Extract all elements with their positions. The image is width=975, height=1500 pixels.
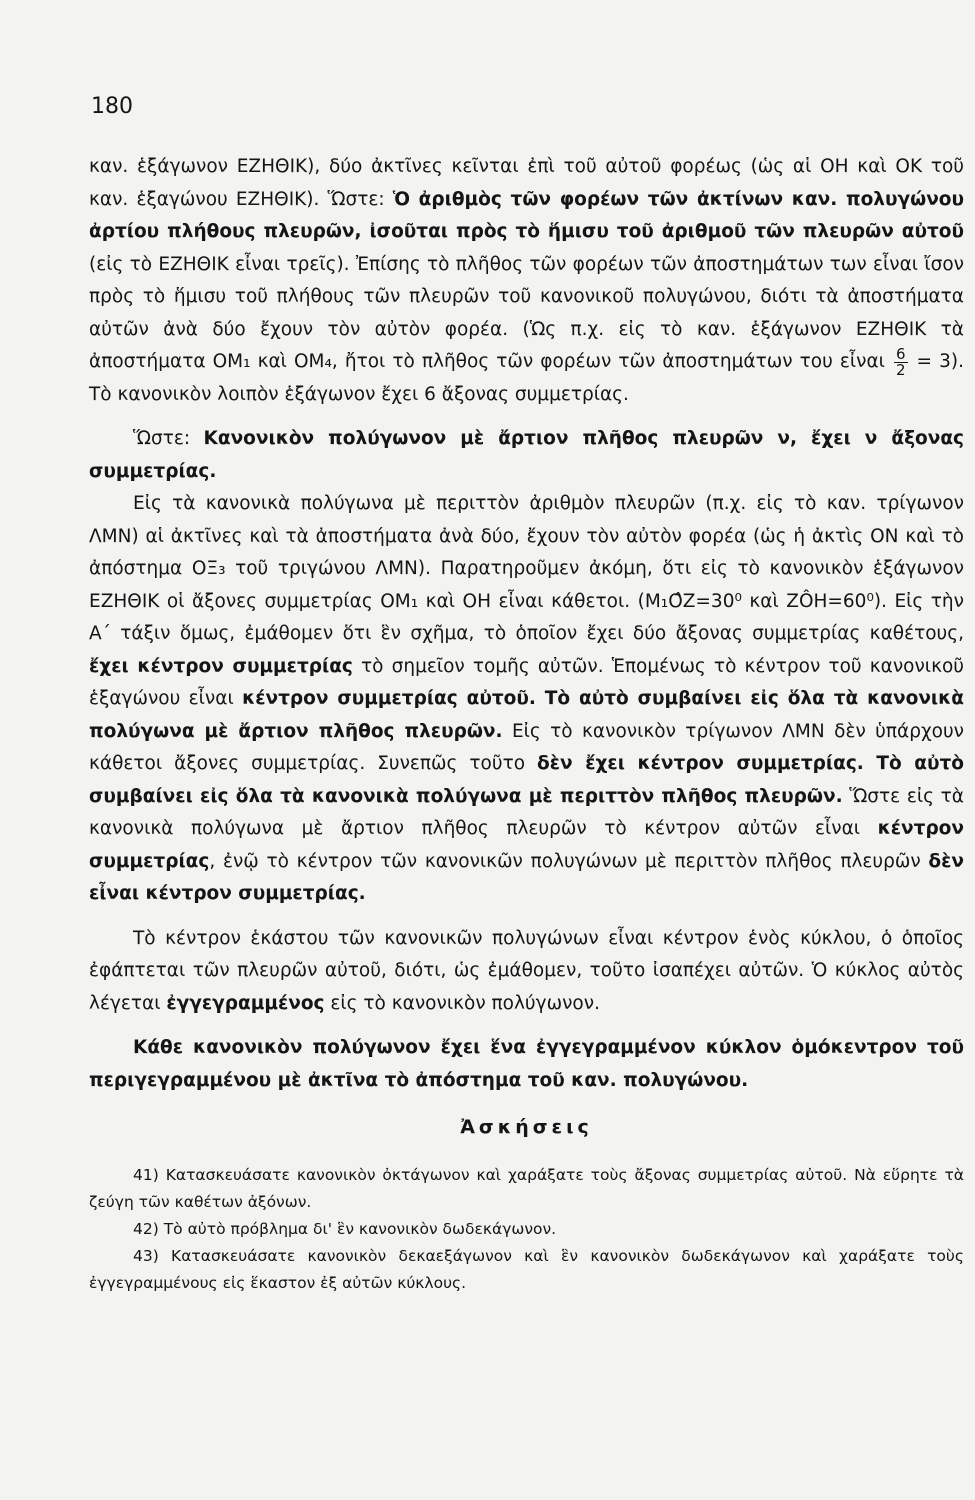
text-run: (εἰς τὸ ΕΖΗΘΙΚ εἶναι τρεῖς). Ἐπίσης τὸ πλῆθος τῶν φορέων τῶν ἀποστημάτων των εἶναι ἴσον πρὸς τὸ ἥμισυ τοῦ πλήθους τῶν πλευρῶν τοῦ κανονικοῦ πολυγώνου, διότι τὰ ἀποστήματα αὐτῶν ἀνὰ δύο ἔχουν τὸν αὐτὸν φορέα. (Ὡς π.χ. εἰς τὸ καν. ἑξάγωνον ΕΖΗΘΙΚ τὰ ἀποστήματα ΟΜ₁ καὶ ΟΜ₄, ἤτοι τὸ πλῆθος τῶν φορέων τῶν ἀποστημάτων του εἶναι [89,253,964,372]
exercise-item: 42) Τὸ αὐτὸ πρόβλημα δι' ἓν κανονικὸν δωδεκάγωνον. [133,1219,557,1238]
text-run: Εἰς τὰ κανονικὰ πολύγωνα μὲ περιττὸν ἀριθμὸν πλευρῶν (π.χ. εἰς τὸ καν. τρίγωνον ΛΜΝ) αἱ ἀκτῖνες καὶ τὰ ἀποστήματα ἀνὰ δύο, ἔχουν τὸν αὐτὸν φορέα (ὡς ἡ ἀκτὶς ΟΝ καὶ τὸ ἀπόστημα ΟΞ₃ τοῦ τριγώνου ΛΜΝ). Παρατηροῦμεν ἀκόμη, ὅτι εἰς τὸ κανονικὸν ἑξάγωνον ΕΖΗΘΙΚ οἱ ἄξονες συμμετρίας ΟΜ₁ καὶ ΟΗ εἶναι κάθετοι. (Μ₁Ο̂Ζ=30⁰ καὶ ΖÔΗ=60⁰). Εἰς τὴν Α΄ τάξιν ὅμως, ἐμάθομεν ὅτι ἓν σχῆμα, τὸ ὁποῖον ἔχει δύο ἄξονας συμμετρίας καθέτους, [89,493,964,644]
bold-statement: κέντρον συμμετρίας αὐτοῦ. Τὸ αὐτὸ συμβαίνει εἰς ὅλα τὰ κανονικὰ πολύγωνα μὲ ἄρτιον πλῆθος πλευρῶν. [89,688,964,742]
text-run: = 3). Τὸ κανονικὸν λοιπὸν ἑξάγωνον ἔχει 6 ἄξονας συμμετρίας. [89,351,964,405]
bold-statement: Ὁ ἀριθμὸς τῶν φορέων τῶν ἀκτίνων καν. πολυγώνου ἀρτίου πλήθους πλευρῶν, ἰσοῦται πρὸς τὸ ἥμισυ τοῦ ἀριθμοῦ τῶν πλευρῶν αὐτοῦ [89,188,964,242]
fraction-numerator: 6 [895,344,906,363]
text-run: Ὥστε εἰς τὰ κανονικὰ πολύγωνα μὲ ἄρτιον πλῆθος πλευρῶν τὸ κέντρον αὐτῶν εἶναι [89,785,964,839]
fraction [894,344,908,379]
page-number: 180 [91,94,133,119]
text-run: Ὥστε: [133,428,204,449]
bold-statement: Κανονικὸν πολύγωνον μὲ ἄρτιον πλῆθος πλευρῶν ν, ἔχει ν ἄξονας συμμετρίας. [89,428,964,482]
paragraph-1 [89,151,964,411]
text-run: εἰς τὸ κανονικὸν πολύγωνον. [324,992,600,1014]
text-run: καν. ἑξάγωνον ΕΖΗΘΙΚ), δύο ἀκτῖνες κεῖνται ἐπὶ τοῦ αὐτοῦ φορέως (ὡς αἱ ΟΗ καὶ ΟΚ τοῦ καν. ἑξαγώνου ΕΖΗΘΙΚ). Ὥστε: [89,156,964,210]
paragraph-4 [89,923,964,1021]
text-run: τὸ σημεῖον τομῆς αὐτῶν. Ἑπομένως τὸ κέντρον τοῦ κανονικοῦ ἑξαγώνου εἶναι [89,655,964,709]
exercises-heading: Ἀσκήσεις [460,1116,593,1138]
fraction-denominator: 2 [895,360,906,379]
bold-statement: δὲν εἶναι κέντρον συμμετρίας. [89,850,964,904]
bold-statement: ἔχει κέντρον συμμετρίας [89,655,353,677]
text-run: Τὸ κέντρον ἑκάστου τῶν κανονικῶν πολυγώνων εἶναι κέντρον ἑνὸς κύκλου, ὁ ὁποῖος ἐφάπτεται τῶν πλευρῶν αὐτοῦ, διότι, ὡς ἐμάθομεν, τοῦτο ἰσαπέχει αὐτῶν. Ὁ κύκλος αὐτὸς λέγεται [89,927,964,1014]
paragraph-3 [89,488,964,911]
bold-statement: Κάθε κανονικὸν πολύγωνον ἔχει ἕνα ἐγγεγραμμένον κύκλον ὁμόκεντρον τοῦ περιγεγραμμένου μὲ ἀκτῖνα τὸ ἀπόστημα τοῦ καν. πολυγώνου. [89,1037,964,1091]
exercise-item: 41) Κατασκευάσατε κανονικὸν ὀκτάγωνον καὶ χαράξατε τοὺς ἄξονας συμμετρίας αὐτοῦ. Νὰ εὕρητε τὰ ζεύγη τῶν καθέτων ἀξόνων. [89,1165,964,1211]
bold-statement: κέντρον συμμετρίας [89,818,964,872]
bold-statement: δὲν ἔχει κέντρον συμμετρίας. Τὸ αὐτὸ συμβαίνει εἰς ὅλα τὰ κανονικὰ πολύγωνα μὲ περιττὸν πλῆθος πλευρῶν. [89,753,965,807]
paragraph-2 [89,423,964,488]
page-body [89,151,964,1297]
bold-term: ἐγγεγραμμένος [166,992,325,1014]
paragraph-5 [89,1032,964,1097]
exercise-item: 43) Κατασκευάσατε κανονικὸν δεκαεξάγωνον καὶ ἓν κανονικὸν δωδεκάγωνον καὶ χαράξατε τοὺς ἐγγεγραμμένους εἰς ἕκαστον ἐξ αὐτῶν κύκλους. [89,1246,964,1292]
text-run: Εἰς τὸ κανονικὸν τρίγωνον ΛΜΝ δὲν ὑπάρχουν κάθετοι ἄξονες συμμετρίας. Συνεπῶς τοῦτο [89,720,965,774]
text-run: , ἐνῷ τὸ κέντρον τῶν κανονικῶν πολυγώνων μὲ περιττὸν πλῆθος πλευρῶν [209,850,929,872]
